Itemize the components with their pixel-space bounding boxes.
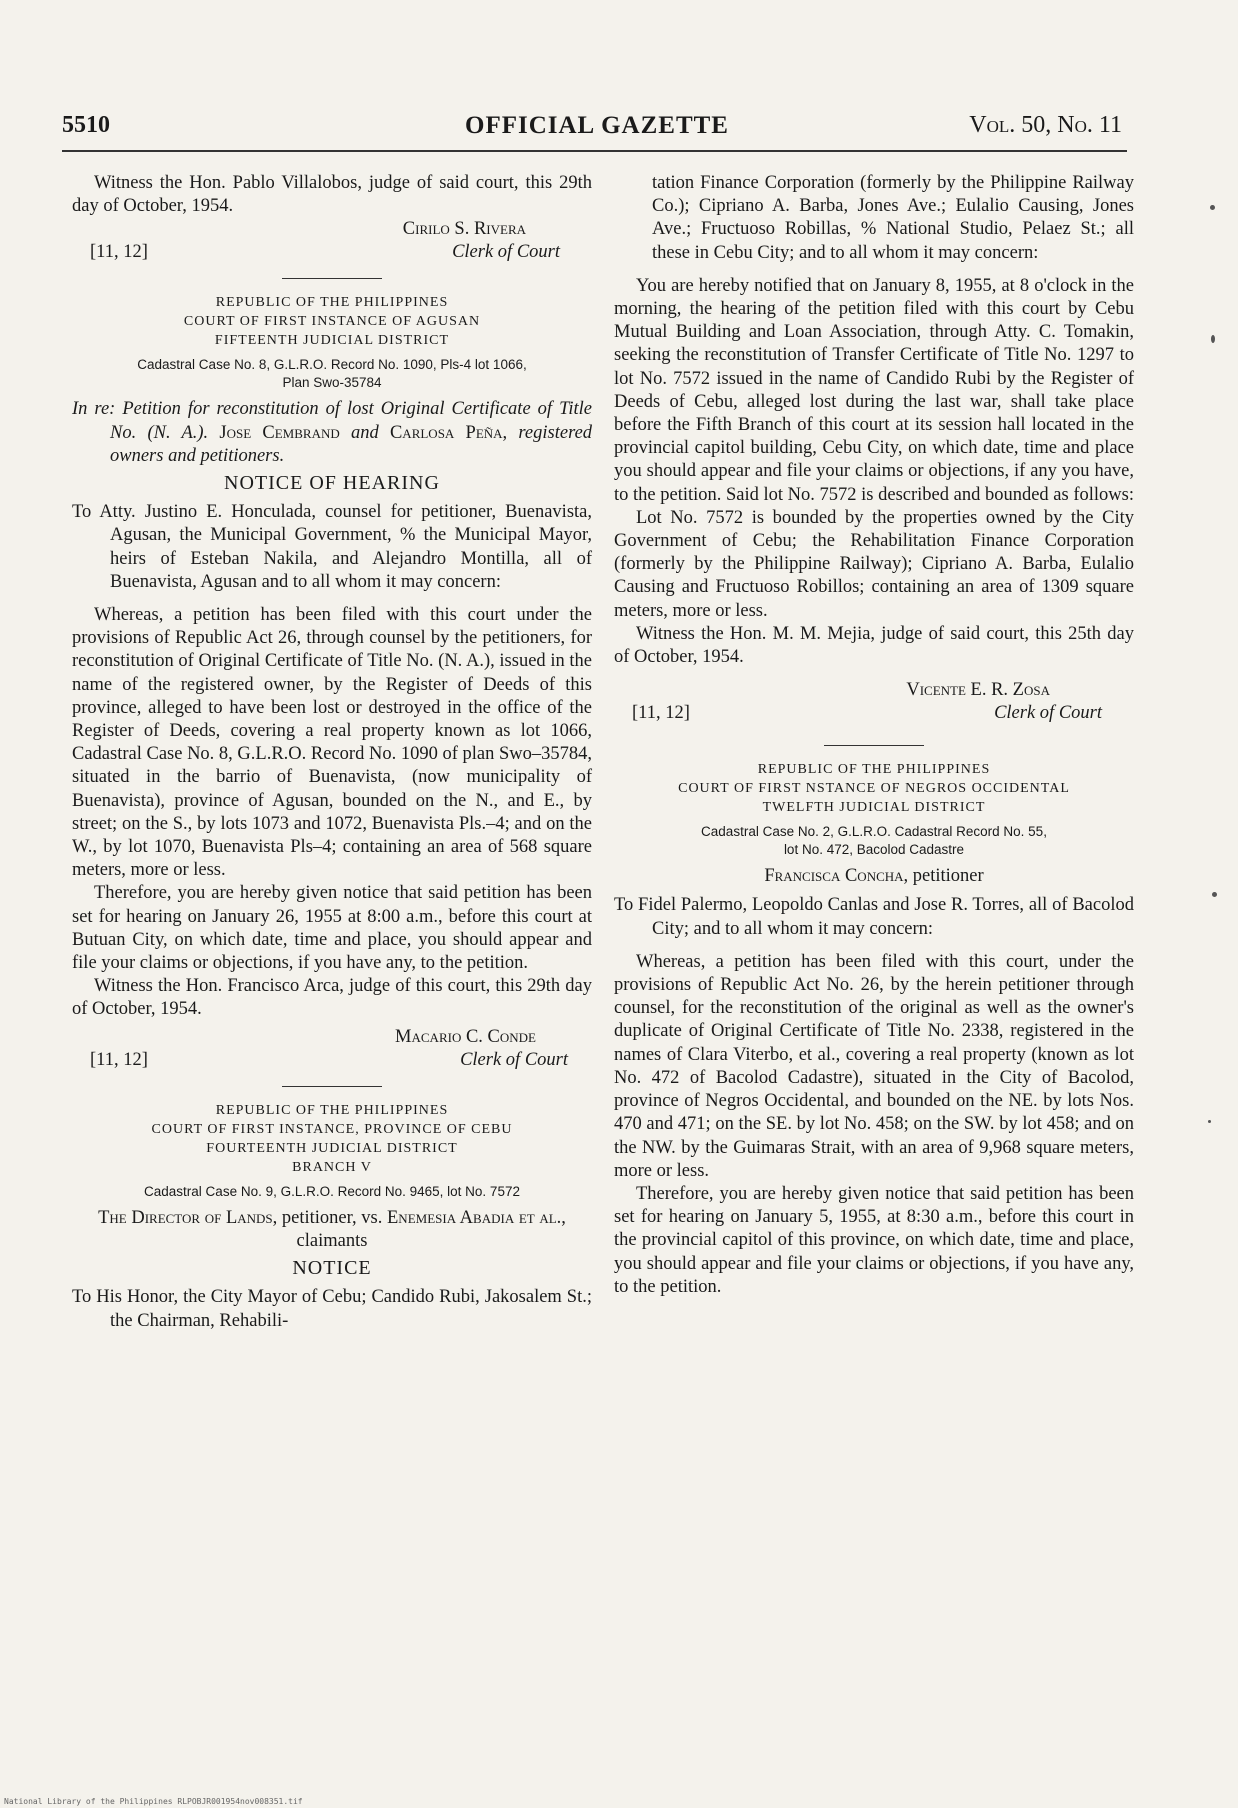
scan-speck xyxy=(1211,335,1215,343)
section-separator xyxy=(282,278,382,279)
page-number: 5510 xyxy=(62,112,110,138)
signature-block xyxy=(72,218,592,266)
case-reference: lot No. 472, Bacolod Cadastre xyxy=(783,842,965,858)
court-heading: COURT OF FIRST INSTANCE OF AGUSAN xyxy=(183,314,481,330)
notice-cebu xyxy=(72,1101,592,1333)
parties-caption: The Director of Lands, petitioner, vs. Enemesia Abadia et al., claimants xyxy=(98,1207,566,1251)
header-rule xyxy=(62,150,1127,152)
court-heading: COURT OF FIRST INSTANCE, PROVINCE OF CEBU xyxy=(151,1121,513,1137)
addressees: To His Honor, the City Mayor of Cebu; Candido Rubi, Jakosalem St.; the Chairman, Rehabili- xyxy=(72,1287,592,1331)
witness-paragraph: Witness the Hon. M. M. Mejia, judge of said court, this 25th day of October, 1954. xyxy=(614,623,1134,668)
witness-paragraph: Witness the Hon. Francisco Arca, judge of this court, this 29th day of October, 1954. xyxy=(72,976,592,1020)
court-heading: FOURTEENTH JUDICIAL DISTRICT xyxy=(206,1140,458,1156)
left-column xyxy=(72,172,592,1333)
whereas-paragraph: Whereas, a petition has been filed with this court, under the provisions of Republic Act No. 26, by the herein petitioner through counsel, for the reconstitution of the original as well as the owner's duplicate of Original Certificate of Title No. 2338, registered in the names of Clara Viterbo, et al., covering a real property (known as lot No. 472 of Bacolod Cadastre), situated in the City of Bacolod, province of Negros Occidental, and bounded on the NE. by lots Nos. 470 and 471; on the SE. by lot No. 458; on the SW. by lot 458; and on the NW. by the Guimaras Strait, with an area of 9,968 square meters, more or less. xyxy=(614,951,1134,1181)
scan-speck xyxy=(1212,892,1217,897)
section-separator xyxy=(282,1086,382,1087)
signature-block xyxy=(614,679,1134,727)
therefore-paragraph: Therefore, you are hereby given notice that said petition has been set for hearing on January 5, 1955, at 8:30 a.m., before this court in the provincial capitol of this province, on which date, time and place, you should appear and file your claims or objections, if you have any, to the petition. xyxy=(614,1183,1134,1297)
page-header xyxy=(62,112,1132,152)
petitioner-caption: Francisca Concha, petitioner xyxy=(764,866,984,887)
court-heading: FIFTEENTH JUDICIAL DISTRICT xyxy=(214,333,450,349)
witness-paragraph: Witness the Hon. Pablo Villalobos, judge of said court, this 29th day of October, 1954. xyxy=(72,173,592,217)
court-heading: COURT OF FIRST NSTANCE OF NEGROS OCCIDENTAL xyxy=(678,781,1070,797)
volume-number: Vol. 50, No. 11 xyxy=(969,112,1122,138)
therefore-paragraph: Therefore, you are hereby given notice that said petition has been set for hearing on January 26, 1955 at 8:00 a.m., before this court at Butuan City, on which date, time and place, you should appear and file your claims or objections, if you have any, to the petition. xyxy=(72,883,592,974)
clerk-title: Clerk of Court xyxy=(460,1049,568,1070)
notice-agusan xyxy=(72,293,592,1086)
scan-speck xyxy=(1208,1120,1211,1123)
notice-heading: NOTICE xyxy=(292,1257,372,1280)
right-column xyxy=(614,172,1134,1299)
issue-reference: [11, 12] xyxy=(90,242,148,263)
court-heading: REPUBLIC OF THE PHILIPPINES xyxy=(215,1102,449,1118)
court-heading: REPUBLIC OF THE PHILIPPINES xyxy=(215,295,449,311)
case-reference: Cadastral Case No. 2, G.L.R.O. Cadastral Record No. 55, xyxy=(701,824,1047,840)
addressees: To Atty. Justino E. Honculada, counsel for petitioner, Buenavista, Agusan, the Municipal Government, % the Municipal Mayor, heirs of Esteban Nakila, and Alejandro Montilla, all of Buenavista, Agusan and to all whom it may concern: xyxy=(72,502,592,592)
addressees-continued: tation Finance Corporation (formerly by the Philippine Railway Co.); Cipriano A. Barba, Jones Ave.; Eulalio Causing, Jones Ave.; Fructuoso Robillas, % National Studio, Pelaez St.; all these in Cebu City; and to all whom it may concern: xyxy=(652,173,1134,263)
notification-paragraph: You are hereby notified that on January 8, 1955, at 8 o'clock in the morning, the hearing of the petition filed with this court by Cebu Mutual Building and Loan Association, through Atty. C. Tomakin, seeking the reconstitution of Transfer Certificate of Title No. 1297 to lot No. 7572 issued in the name of Candido Rubi by the Register of Deeds of Cebu, alleged lost during the last war, shall take place before the Fifth Branch of this court at its session hall located in the provincial capitol building, Cebu City, on which date, time and place you should appear and file your claims or objections, if any you have, to the petition. Said lot No. 7572 is described and bounded as follows: xyxy=(614,275,1134,505)
clerk-title: Clerk of Court xyxy=(994,703,1102,724)
in-re-caption: In re: Petition for reconstitution of lost Original Certificate of Title No. (N. A.). Jose Cembrand and Carlosa Peña, registered owners and petitioners. xyxy=(72,399,593,466)
notice-negros xyxy=(614,760,1134,1299)
section-separator xyxy=(824,745,924,746)
issue-reference: [11, 12] xyxy=(90,1049,148,1070)
court-heading: REPUBLIC OF THE PHILIPPINES xyxy=(757,762,991,778)
lot-description: Lot No. 7572 is bounded by the properties owned by the City Government of Cebu; the Rehabilitation Finance Corporation (formerly by the Philippine Railway); Cipriano A. Barba, Eulalio Causing and Fructuoso Robillos; containing an area of 1309 square meters, more or less. xyxy=(614,507,1134,621)
case-reference: Cadastral Case No. 8, G.L.R.O. Record No. 1090, Pls-4 lot 1066, xyxy=(137,357,527,373)
clerk-name: Macario C. Conde xyxy=(395,1026,536,1047)
notice-heading: NOTICE OF HEARING xyxy=(224,472,440,495)
signature-block xyxy=(72,1026,592,1074)
scan-speck xyxy=(1210,205,1215,210)
clerk-title: Clerk of Court xyxy=(452,242,560,263)
case-reference: Cadastral Case No. 9, G.L.R.O. Record No. 9465, lot No. 7572 xyxy=(144,1183,520,1199)
court-heading: TWELFTH JUDICIAL DISTRICT xyxy=(762,800,986,816)
issue-reference: [11, 12] xyxy=(632,703,690,724)
addressees: To Fidel Palermo, Leopoldo Canlas and Jose R. Torres, all of Bacolod City; and to all whom it may concern: xyxy=(614,895,1134,939)
clerk-name: Vicente E. R. Zosa xyxy=(906,680,1050,701)
court-heading: BRANCH V xyxy=(292,1159,372,1175)
case-reference: Plan Swo-35784 xyxy=(282,375,382,391)
publication-title: OFFICIAL GAZETTE xyxy=(465,112,729,139)
scan-footer: National Library of the Philippines RLPOBJR001954nov008351.tif xyxy=(4,1797,303,1806)
whereas-paragraph: Whereas, a petition has been filed with this court under the provisions of Republic Act 26, through counsel by the petitioners, for reconstitution of Original Certificate of Title No. (N. A.), issued in the name of the registered owner, by the Register of Deeds of this province, alleged to have been lost or destroyed in the office of the Register of Deeds, covering a real property known as lot 1066, Cadastral Case No. 8, G.L.R.O. Record No. 1090 of plan Swo–35784, situated in the barrio of Buenavista, (now municipality of Buenavista), province of Agusan, bounded on the N., and E., by street; on the S., by lots 1073 and 1072, Buenavista Pls.–4; and on the W., by lot 1070, Buenavista Pls–4; containing an area of 568 square meters, more or less. xyxy=(72,605,592,881)
clerk-name: Cirilo S. Rivera xyxy=(402,219,526,240)
